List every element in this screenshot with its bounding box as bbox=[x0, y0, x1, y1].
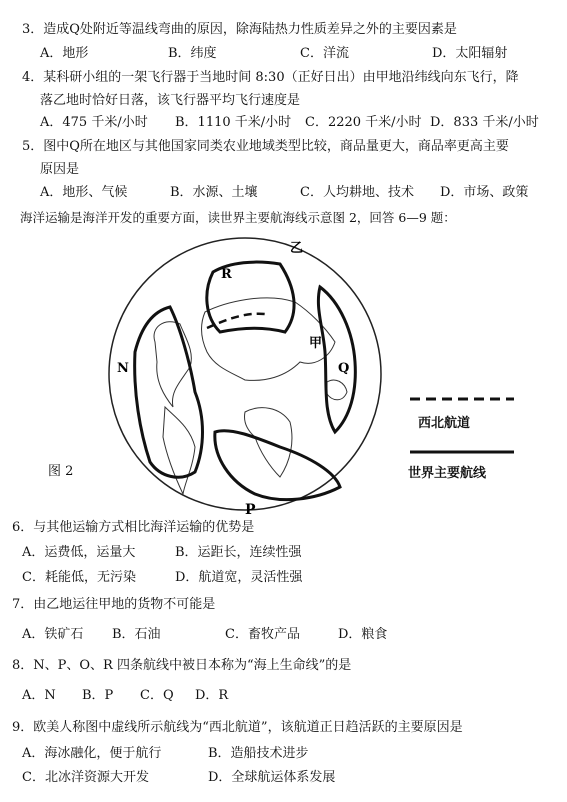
q9-stem: 9．欧美人称图中虚线所示航线为“西北航道”，该航道正日趋活跃的主要原因是 bbox=[12, 720, 463, 735]
q3-option-c: C．洋流 bbox=[300, 46, 349, 61]
map-label-n: N bbox=[117, 361, 129, 376]
q3-option-d: D．太阳辐射 bbox=[432, 46, 508, 61]
q5-option-b: B．水源、土壤 bbox=[170, 185, 258, 200]
q5-option-c: C．人均耕地、技术 bbox=[300, 185, 414, 200]
q8-option-d: D．R bbox=[195, 688, 229, 703]
route-n bbox=[135, 307, 203, 477]
map-label-p: P bbox=[245, 502, 256, 518]
q8-stem: 8．N、P、O、R 四条航线中被日本称为“海上生命线”的是 bbox=[12, 658, 352, 673]
q7-option-a: A．铁矿石 bbox=[22, 627, 84, 642]
q4-option-c: C．2220 千米/小时 bbox=[305, 115, 422, 130]
q4-option-d: D．833 千米/小时 bbox=[430, 115, 539, 130]
q9-option-d: D．全球航运体系发展 bbox=[208, 770, 336, 785]
q7-stem: 7．由乙地运往甲地的货物不可能是 bbox=[12, 597, 216, 612]
q9-option-a: A．海冰融化，便于航行 bbox=[22, 746, 162, 761]
south-america-outline bbox=[163, 407, 195, 494]
map-label-jia: 甲 bbox=[309, 336, 323, 351]
section-intro: 海洋运输是海洋开发的重要方面，读世界主要航海线示意图 2，回答 6—9 题： bbox=[20, 210, 456, 225]
q3-option-b: B．纬度 bbox=[168, 46, 217, 61]
map-label-yi: 乙 bbox=[290, 241, 304, 256]
q5-stem-line1: 5．图中Q所在地区与其他国家同类农业地域类型比较，商品量更大，商品率更高主要 bbox=[22, 139, 509, 154]
map-label-q: Q bbox=[338, 361, 350, 376]
japan-outline bbox=[327, 380, 347, 400]
q6-option-d: D．航道宽，灵活性强 bbox=[175, 570, 303, 585]
q8-option-a: A．N bbox=[22, 688, 56, 703]
q4-stem-line1: 4．某科研小组的一架飞行器于当地时间 8:30（正好日出）由甲地沿纬线向东飞行，降 bbox=[22, 70, 519, 85]
q9-option-b: B．造船技术进步 bbox=[208, 746, 309, 761]
q6-option-a: A．运费低，运量大 bbox=[22, 545, 136, 560]
q6-stem: 6．与其他运输方式相比海洋运输的优势是 bbox=[12, 520, 255, 535]
q6-option-c: C．耗能低，无污染 bbox=[22, 570, 136, 585]
q5-option-a: A．地形、气候 bbox=[40, 185, 128, 200]
q5-stem-line2: 原因是 bbox=[40, 162, 80, 177]
q4-option-b: B．1110 千米/小时 bbox=[175, 115, 292, 130]
legend-dashed-line bbox=[408, 395, 516, 403]
q5-option-d: D．市场、政策 bbox=[440, 185, 529, 200]
map-label-r: R bbox=[221, 267, 232, 282]
route-q bbox=[318, 287, 355, 432]
q7-option-d: D．粮食 bbox=[338, 627, 388, 642]
q8-option-b: B．P bbox=[82, 688, 114, 703]
q6-option-b: B．运距长，连续性强 bbox=[175, 545, 302, 560]
world-shipping-routes-map bbox=[95, 232, 395, 522]
q7-option-c: C．畜牧产品 bbox=[225, 627, 300, 642]
q8-option-c: C．Q bbox=[140, 688, 174, 703]
figure-label: 图 2 bbox=[48, 464, 74, 479]
q7-option-b: B．石油 bbox=[112, 627, 161, 642]
legend-solid-line bbox=[408, 448, 516, 456]
route-p bbox=[215, 431, 340, 500]
q4-stem-line2: 落乙地时恰好日落，该飞行器平均飞行速度是 bbox=[40, 93, 301, 108]
q3-option-a: A．地形 bbox=[40, 46, 89, 61]
q4-option-a: A．475 千米/小时 bbox=[40, 115, 148, 130]
legend-solid-label: 世界主要航线 bbox=[408, 466, 487, 481]
q3-stem: 3．造成Q处附近等温线弯曲的原因，除海陆热力性质差异之外的主要因素是 bbox=[22, 22, 457, 37]
legend-dashed-label: 西北航道 bbox=[418, 416, 471, 431]
north-america-outline bbox=[154, 322, 191, 407]
q9-option-c: C．北冰洋资源大开发 bbox=[22, 770, 149, 785]
